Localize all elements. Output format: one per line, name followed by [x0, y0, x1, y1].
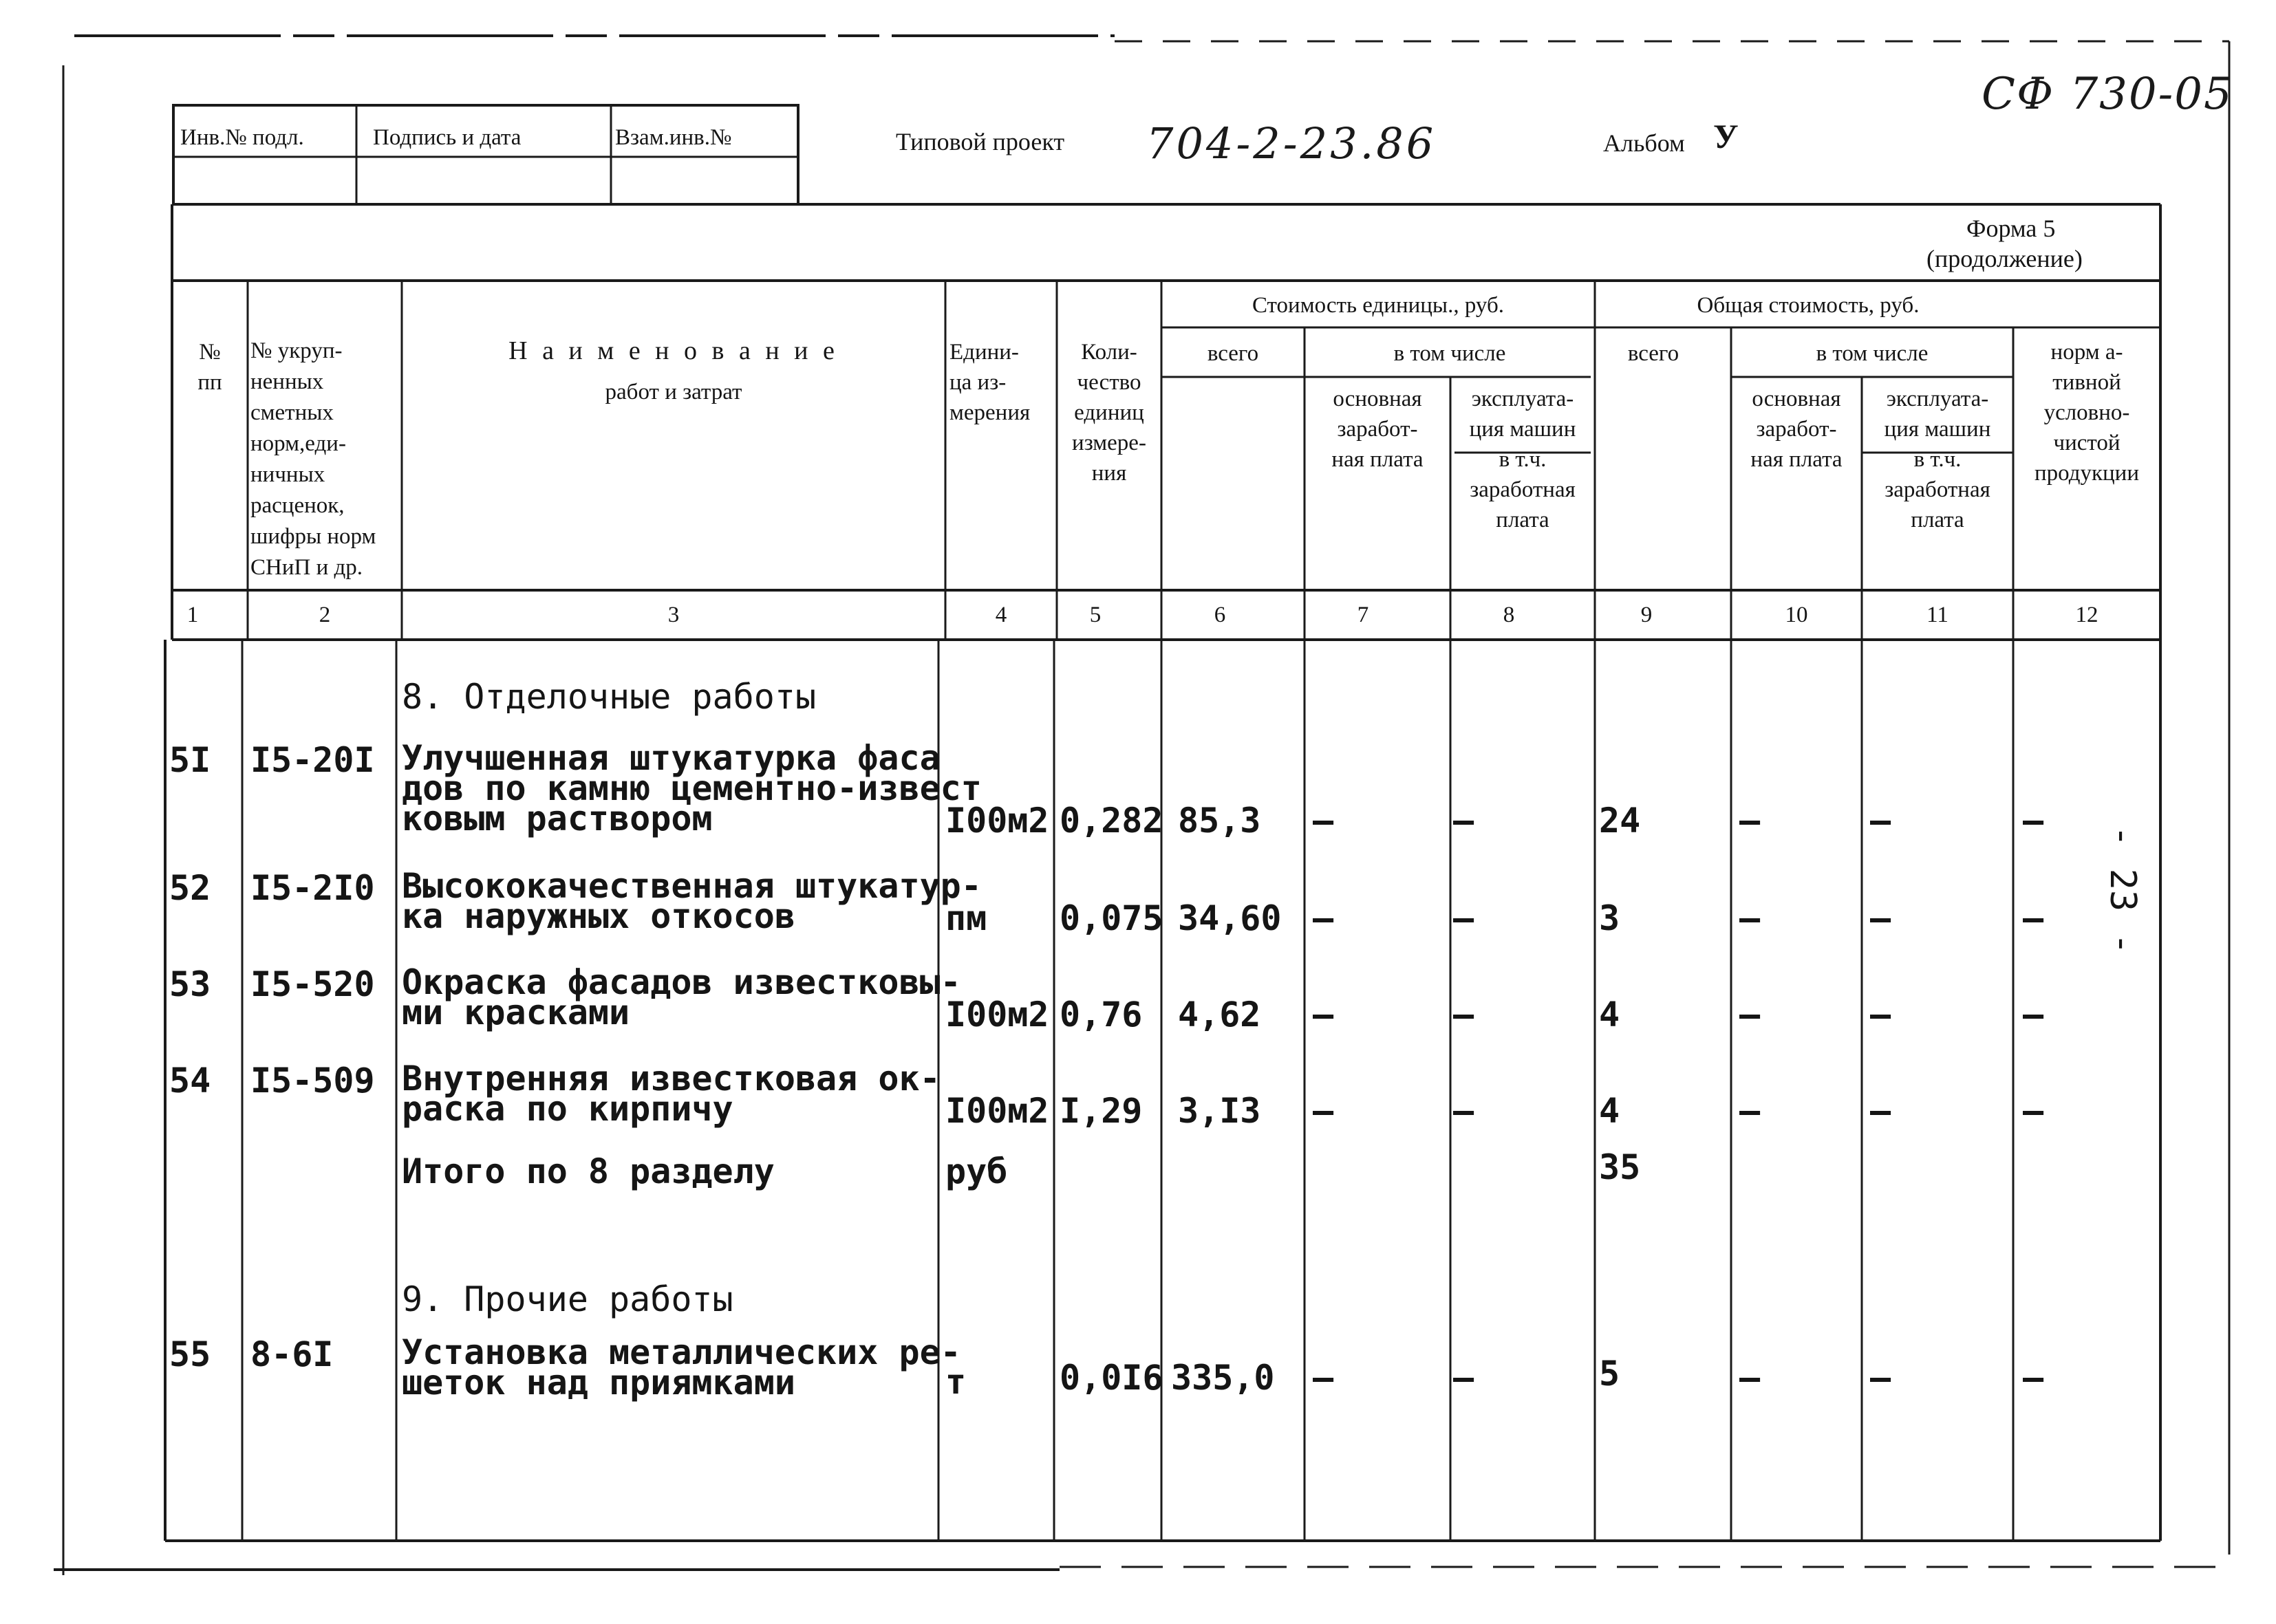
header-total-including: в том числе	[1816, 341, 1929, 366]
col-number-9: 9	[1640, 603, 1653, 627]
row-54-col11: –	[1870, 1091, 1891, 1131]
row-54-col12: –	[2023, 1091, 2044, 1131]
row-53-col7: –	[1313, 995, 1334, 1035]
row-53-col11: –	[1870, 995, 1891, 1035]
stamp-signature-label: Подпись и дата	[373, 125, 522, 150]
project-label: Типовой проект	[896, 128, 1065, 155]
row-55-name: Установка металлических ре- шеток над приямками	[402, 1332, 961, 1403]
row-55-col7: –	[1313, 1358, 1334, 1398]
header-col2: № укруп- ненных сметных норм,еди- ничных расценок, шифры норм СНиП и др.	[250, 338, 376, 580]
row-52-name: Высококачественная штукатур- ка наружных откосов	[402, 866, 982, 936]
row-55-qty: 0,0I6	[1060, 1358, 1163, 1398]
header-unit-including: в том числе	[1393, 341, 1506, 366]
section-8-title: 8. Отделочные работы	[402, 677, 817, 717]
col-number-6: 6	[1214, 603, 1226, 627]
subtotal-unit: руб	[945, 1151, 1008, 1191]
row-51-total: 24	[1599, 801, 1641, 841]
row-52-col12: –	[2023, 898, 2044, 938]
header-col3: Н а и м е н о в а н и е работ и затрат	[508, 336, 839, 404]
row-52-col10: –	[1739, 898, 1761, 938]
row-55-cost: 335,0	[1171, 1358, 1275, 1398]
row-54-col10: –	[1739, 1091, 1761, 1131]
header-col6-total: всего	[1207, 341, 1259, 366]
col-number-1: 1	[186, 603, 199, 627]
page-number: - 23 -	[2102, 825, 2143, 955]
row-52-code: I5-2I0	[250, 868, 375, 908]
row-51-unit: I00м2	[945, 801, 1049, 841]
row-51-col7: –	[1313, 801, 1334, 841]
col-number-7: 7	[1357, 603, 1369, 627]
row-52-cost: 34,60	[1178, 898, 1282, 938]
row-51-col12: –	[2023, 801, 2044, 841]
row-52-col8: –	[1453, 898, 1474, 938]
header-total-cost: Общая стоимость, руб.	[1697, 293, 1920, 318]
row-52-col11: –	[1870, 898, 1891, 938]
row-54-qty: I,29	[1060, 1091, 1143, 1131]
col-number-8: 8	[1503, 603, 1515, 627]
row-54-number: 54	[169, 1061, 211, 1101]
col-number-12: 12	[2075, 603, 2098, 627]
album-value: У	[1713, 117, 1739, 155]
form-title: Форма 5	[1966, 215, 2056, 242]
row-55-col12: –	[2023, 1358, 2044, 1398]
stamp-inventory-label: Инв.№ подл.	[180, 125, 304, 150]
row-55-code: 8-6I	[250, 1334, 334, 1374]
row-55-col11: –	[1870, 1358, 1891, 1398]
row-52-total: 3	[1599, 898, 1620, 938]
row-54-name: Внутренняя известковая ок- раска по кирпичу	[402, 1059, 941, 1129]
col-number-3: 3	[667, 603, 680, 627]
row-52-unit: пм	[945, 898, 987, 938]
row-54-col7: –	[1313, 1091, 1334, 1131]
row-53-col10: –	[1739, 995, 1761, 1035]
row-53-col8: –	[1453, 995, 1474, 1035]
document-code: СФ 730-05	[1982, 69, 2233, 120]
header-col7: основная заработ- ная плата	[1331, 387, 1424, 472]
header-col4: Едини- ца из- мерения	[949, 340, 1031, 425]
row-54-total: 4	[1599, 1091, 1620, 1131]
row-52-qty: 0,075	[1060, 898, 1163, 938]
header-col5: Коли- чество единиц измере- ния	[1072, 340, 1146, 486]
row-55-col8: –	[1453, 1358, 1474, 1398]
row-52-col7: –	[1313, 898, 1334, 938]
row-51-col11: –	[1870, 801, 1891, 841]
header-col9-total: всего	[1627, 341, 1679, 366]
row-54-code: I5-509	[250, 1061, 375, 1101]
row-53-total: 4	[1599, 995, 1620, 1035]
row-51-col8: –	[1453, 801, 1474, 841]
row-53-number: 53	[169, 964, 211, 1004]
row-53-name: Окраска фасадов известковы- ми красками	[402, 962, 961, 1032]
col-number-4: 4	[995, 603, 1007, 627]
header-col1: № пп	[197, 340, 222, 395]
stamp-replacement-label: Взам.инв.№	[615, 125, 732, 150]
row-53-cost: 4,62	[1178, 995, 1261, 1035]
row-51-qty: 0,282	[1060, 801, 1163, 841]
row-53-unit: I00м2	[945, 995, 1049, 1035]
row-55-total: 5	[1599, 1354, 1620, 1394]
subtotal-label: Итого по 8 разделу	[402, 1151, 775, 1191]
row-51-name: Улучшенная штукатурка фаса дов по камню цементно-извест ковым раствором	[402, 738, 982, 838]
row-51-code: I5-20I	[250, 740, 375, 780]
row-54-cost: 3,I3	[1178, 1091, 1261, 1131]
header-col12: норм а- тивной условно- чистой продукции	[2034, 340, 2139, 486]
subtotal-total: 35	[1599, 1147, 1641, 1187]
row-53-code: I5-520	[250, 964, 375, 1004]
header-col11: эксплуата- ция машин в т.ч. заработная плата	[1884, 387, 1991, 532]
col-number-2: 2	[319, 603, 331, 627]
header-unit-cost: Стоимость единицы., руб.	[1252, 293, 1505, 318]
col-number-5: 5	[1089, 603, 1102, 627]
header-col8: эксплуата- ция машин в т.ч. заработная плата	[1469, 387, 1576, 532]
col-number-10: 10	[1785, 603, 1808, 627]
header-col10: основная заработ- ная плата	[1750, 387, 1843, 472]
album-label: Альбом	[1603, 129, 1685, 157]
row-55-unit: т	[945, 1362, 967, 1402]
row-54-col8: –	[1453, 1091, 1474, 1131]
project-number: 704-2-23.86	[1146, 118, 1437, 169]
col-number-11: 11	[1926, 603, 1948, 627]
row-51-cost: 85,3	[1178, 801, 1261, 841]
row-53-qty: 0,76	[1060, 995, 1143, 1035]
row-54-unit: I00м2	[945, 1091, 1049, 1131]
row-55-col10: –	[1739, 1358, 1761, 1398]
form-subtitle: (продолжение)	[1926, 245, 2083, 272]
row-55-number: 55	[169, 1334, 211, 1374]
row-51-col10: –	[1739, 801, 1761, 841]
row-51-number: 5I	[169, 740, 211, 780]
row-53-col12: –	[2023, 995, 2044, 1035]
section-9-title: 9. Прочие работы	[402, 1279, 733, 1319]
row-52-number: 52	[169, 868, 211, 908]
